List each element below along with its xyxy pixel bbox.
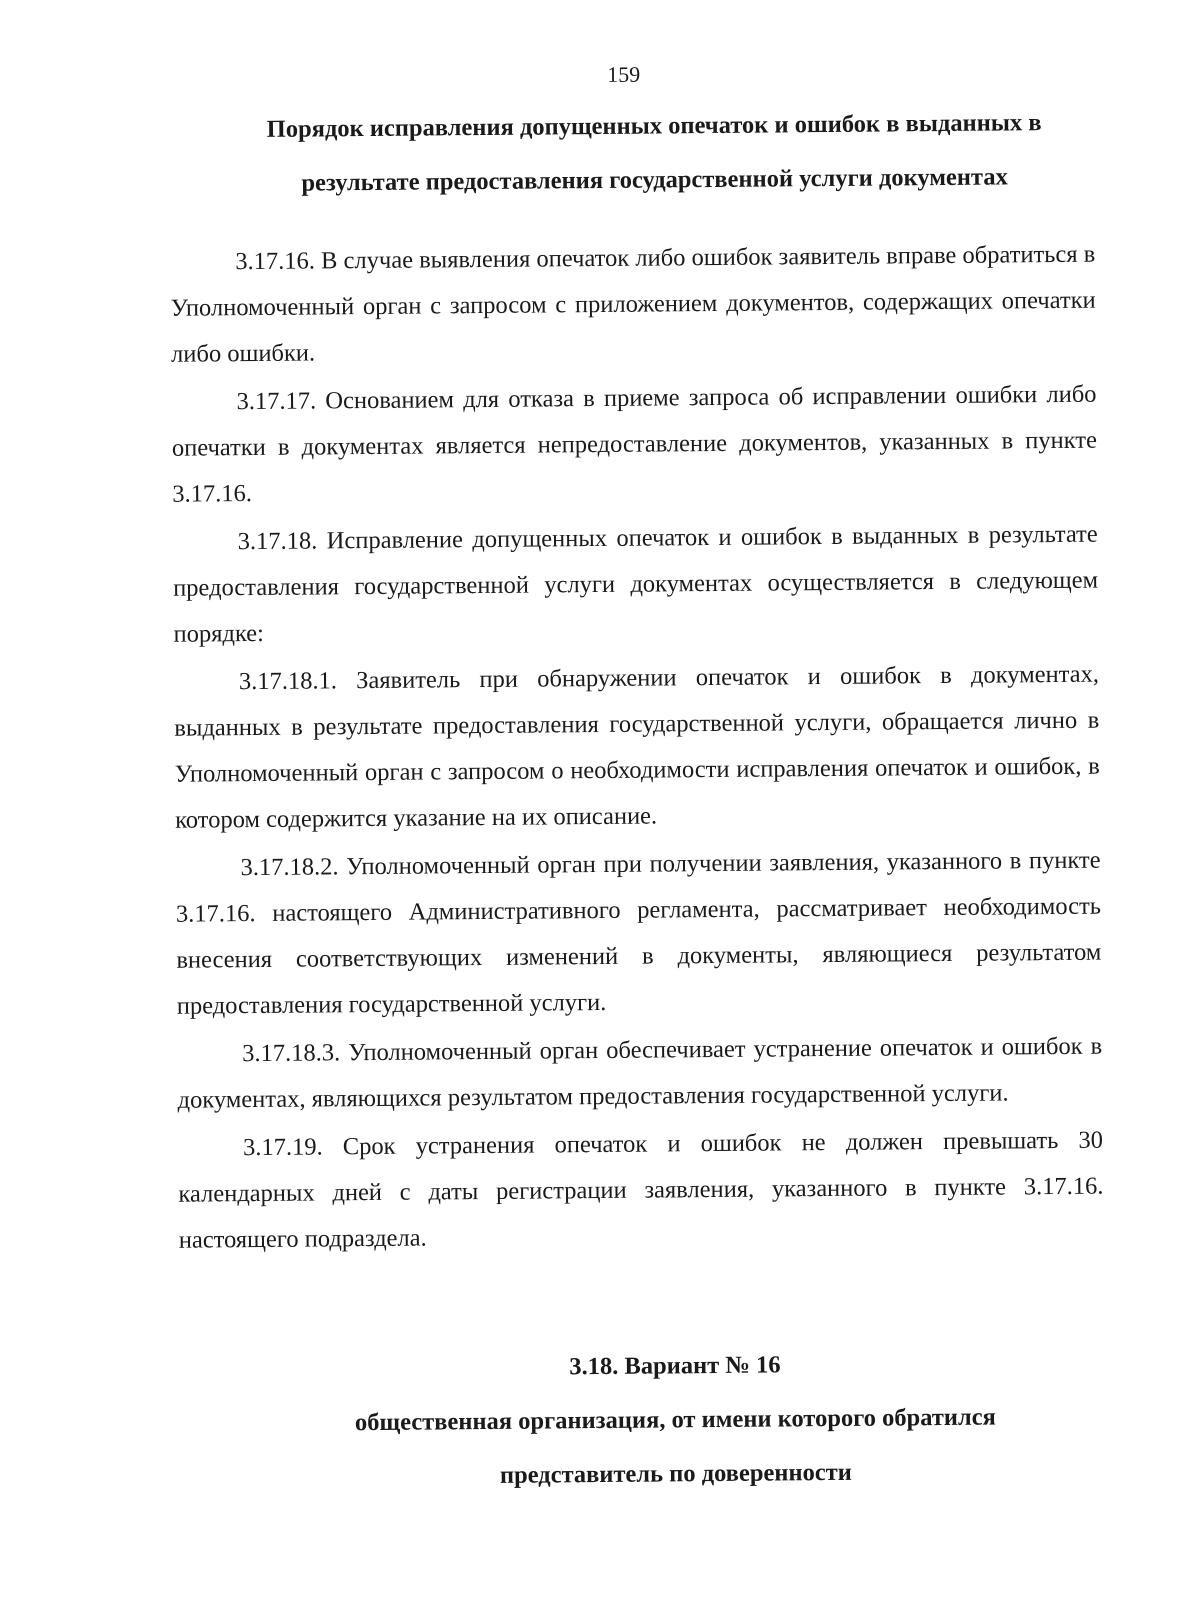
section-title-line-2: результате предоставления государственной услуги документах — [301, 163, 1008, 197]
variant-heading-line-3: представитель по доверенности — [499, 1458, 852, 1489]
paragraph-3-17-18-1: 3.17.18.1. Заявитель при обнаружении опечаток и ошибок в документах, выданных в результате предоставления государственной услуги, обращается лично в Уполномоченный орган с запросом о необходимости исправления опечаток и ошибок, в котором содержится указание на их описание. — [174, 660, 1100, 834]
section-title — [194, 95, 1115, 211]
variant-heading-line-1: 3.18. Вариант № 16 — [569, 1351, 781, 1381]
paragraph-3-17-18-3: 3.17.18.3. Уполномоченный орган обеспечивает устранение опечаток и ошибок в документах, являющихся результатом предоставления государственной услуги. — [177, 1032, 1103, 1114]
paragraph-3-17-16: 3.17.16. В случае выявления опечаток либо ошибок заявитель вправе обратиться в Уполномоченный орган с запросом с приложением документов, содержащих опечатки либо ошибки. — [170, 240, 1096, 368]
body-text — [170, 232, 1104, 1266]
section-title-line-1: Порядок исправления допущенных опечаток и ошибок в выданных в — [266, 109, 1042, 143]
paragraph-3-17-17: 3.17.17. Основанием для отказа в приеме запроса об исправлении ошибки либо опечатки в документах является непредоставление документов, указанных в пункте 3.17.16. — [171, 380, 1097, 508]
variant-heading-line-2: общественная организация, от имени которого обратился — [354, 1403, 996, 1437]
paragraph-3-17-19: 3.17.19. Срок устранения опечаток и ошибок не должен превышать 30 календарных дней с даты регистрации заявления, указанного в пункте 3.17.16. настоящего подраздела. — [178, 1126, 1104, 1254]
paragraph-3-17-18-2: 3.17.18.2. Уполномоченный орган при получении заявления, указанного в пункте 3.17.16. настоящего Административного регламента, рассматривает необходимость внесения соответствующих изменений в документы, являющиеся результатом предоставления государственной услуги. — [175, 846, 1102, 1020]
variant-heading — [180, 1335, 1171, 1506]
page-number: 159 — [607, 61, 641, 87]
paragraph-3-17-18: 3.17.18. Исправление допущенных опечаток и ошибок в выданных в результате предоставления государственной услуги документах осуществляется в следующем порядке: — [173, 520, 1099, 648]
